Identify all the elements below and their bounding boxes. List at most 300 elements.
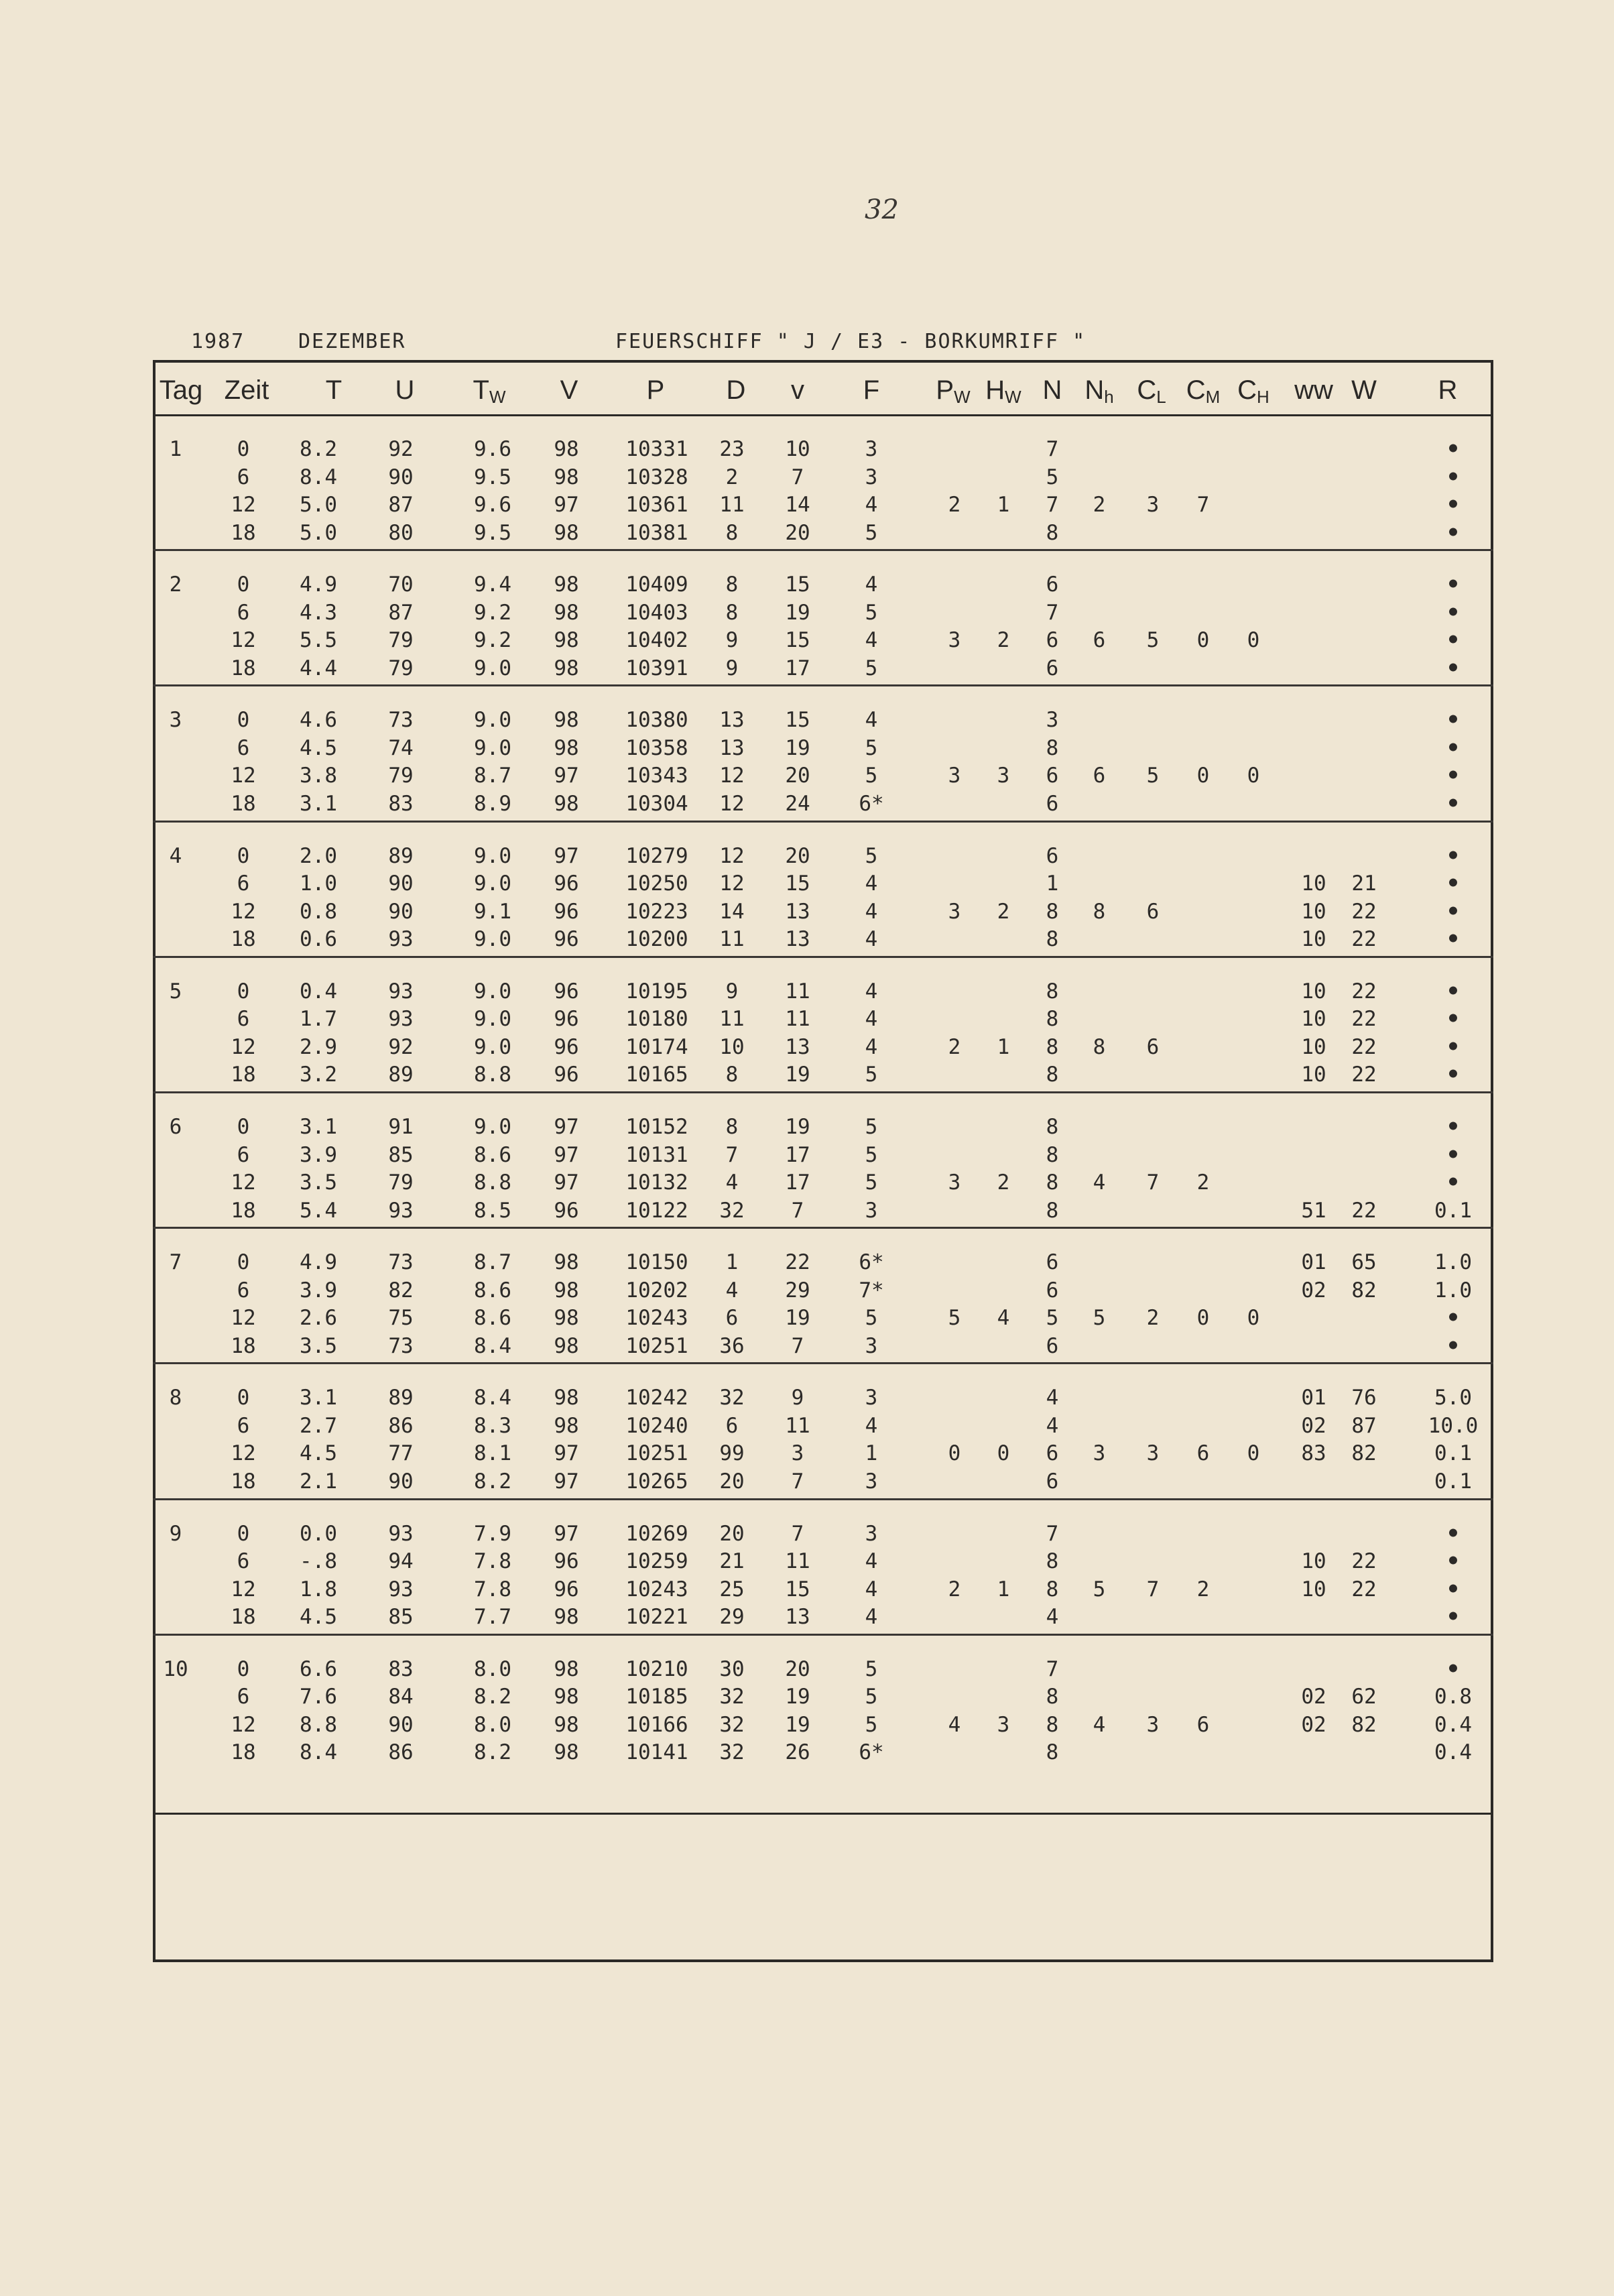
cell-p: 10221 bbox=[625, 1605, 688, 1630]
cell-zeit: 18 bbox=[231, 1740, 256, 1765]
cell-f: 4 bbox=[865, 927, 878, 952]
cell-u: 90 bbox=[388, 1712, 414, 1737]
cell-cl: 3 bbox=[1146, 1441, 1160, 1466]
day-number: 8 bbox=[169, 1386, 182, 1410]
cell-w: 21 bbox=[1351, 871, 1377, 896]
cell-v: 97 bbox=[554, 493, 579, 517]
column-header-cm: $C_M$ bbox=[1186, 375, 1221, 407]
cell-t: 0.4 bbox=[300, 979, 337, 1004]
cell-w: 82 bbox=[1351, 1441, 1377, 1466]
cell-vv: 7 bbox=[791, 1333, 804, 1358]
day-separator bbox=[153, 1227, 1493, 1229]
cell-r: • bbox=[1446, 1655, 1461, 1683]
cell-tw: 8.1 bbox=[474, 1441, 511, 1466]
cell-vv: 15 bbox=[785, 572, 810, 597]
cell-vv: 14 bbox=[785, 493, 810, 517]
cell-ww: 51 bbox=[1301, 1198, 1326, 1223]
cell-d: 36 bbox=[719, 1333, 745, 1358]
cell-pw: 4 bbox=[948, 1712, 961, 1737]
cell-d: 32 bbox=[719, 1198, 745, 1223]
column-header-vv: v bbox=[791, 375, 804, 405]
cell-u: 90 bbox=[388, 899, 414, 924]
cell-tw: 9.0 bbox=[474, 1115, 511, 1139]
cell-p: 10202 bbox=[625, 1278, 688, 1303]
day-separator bbox=[153, 1091, 1493, 1093]
cell-vv: 13 bbox=[785, 927, 810, 952]
cell-cl: 7 bbox=[1146, 1170, 1160, 1195]
cell-u: 93 bbox=[388, 1198, 414, 1223]
cell-d: 32 bbox=[719, 1740, 745, 1765]
cell-r: • bbox=[1446, 1575, 1461, 1603]
cell-nh: 5 bbox=[1093, 1577, 1106, 1602]
cell-d: 6 bbox=[725, 1306, 739, 1331]
cell-u: 91 bbox=[388, 1115, 414, 1139]
cell-p: 10403 bbox=[625, 600, 688, 625]
cell-w: 22 bbox=[1351, 927, 1377, 952]
cell-zeit: 6 bbox=[237, 871, 250, 896]
cell-r: • bbox=[1446, 599, 1461, 626]
cell-tw: 9.0 bbox=[474, 1007, 511, 1032]
cell-n: 8 bbox=[1046, 1685, 1059, 1709]
cell-ww: 10 bbox=[1301, 1007, 1326, 1032]
cell-f: 4 bbox=[865, 628, 878, 653]
cell-ww: 02 bbox=[1301, 1413, 1326, 1438]
cell-t: 1.8 bbox=[300, 1577, 337, 1602]
cell-t: -.8 bbox=[300, 1549, 337, 1574]
cell-w: 82 bbox=[1351, 1278, 1377, 1303]
cell-d: 4 bbox=[725, 1278, 739, 1303]
cell-vv: 9 bbox=[791, 1386, 804, 1410]
cell-ww: 10 bbox=[1301, 1063, 1326, 1087]
cell-nh: 5 bbox=[1093, 1306, 1106, 1331]
cell-p: 10402 bbox=[625, 628, 688, 653]
cell-cl: 6 bbox=[1146, 899, 1160, 924]
cell-n: 4 bbox=[1046, 1386, 1059, 1410]
cell-v: 98 bbox=[554, 708, 579, 733]
cell-vv: 15 bbox=[785, 1577, 810, 1602]
cell-f: 5 bbox=[865, 1115, 878, 1139]
cell-n: 6 bbox=[1046, 628, 1059, 653]
cell-r: 1.0 bbox=[1434, 1250, 1472, 1275]
cell-v: 97 bbox=[554, 1521, 579, 1546]
cell-zeit: 12 bbox=[231, 1170, 256, 1195]
cell-v: 97 bbox=[554, 843, 579, 868]
cell-w: 22 bbox=[1351, 1063, 1377, 1087]
cell-zeit: 12 bbox=[231, 1441, 256, 1466]
cell-n: 7 bbox=[1046, 600, 1059, 625]
cell-u: 79 bbox=[388, 628, 414, 653]
cell-cl: 2 bbox=[1146, 1306, 1160, 1331]
cell-v: 96 bbox=[554, 1007, 579, 1032]
cell-f: 7* bbox=[859, 1278, 884, 1303]
cell-tw: 9.6 bbox=[474, 493, 511, 517]
cell-u: 94 bbox=[388, 1549, 414, 1574]
column-header-cl: $C_L$ bbox=[1137, 375, 1166, 407]
cell-zeit: 12 bbox=[231, 1577, 256, 1602]
column-header-pw: $P_W$ bbox=[936, 375, 971, 407]
cell-d: 8 bbox=[725, 1115, 739, 1139]
cell-n: 3 bbox=[1046, 708, 1059, 733]
cell-zeit: 18 bbox=[231, 1333, 256, 1358]
footer-divider bbox=[153, 1813, 1493, 1815]
cell-n: 6 bbox=[1046, 1469, 1059, 1494]
cell-vv: 20 bbox=[785, 520, 810, 545]
cell-zeit: 18 bbox=[231, 927, 256, 952]
cell-n: 6 bbox=[1046, 791, 1059, 816]
cell-f: 4 bbox=[865, 493, 878, 517]
cell-r: • bbox=[1446, 870, 1461, 898]
cell-p: 10343 bbox=[625, 764, 688, 788]
cell-zeit: 12 bbox=[231, 1034, 256, 1059]
cell-v: 97 bbox=[554, 1441, 579, 1466]
cell-f: 4 bbox=[865, 899, 878, 924]
cell-tw: 8.5 bbox=[474, 1198, 511, 1223]
cell-r: • bbox=[1446, 463, 1461, 491]
cell-w: 22 bbox=[1351, 1034, 1377, 1059]
cell-r: • bbox=[1446, 898, 1461, 925]
column-header-n: N bbox=[1042, 375, 1062, 405]
cell-u: 73 bbox=[388, 1333, 414, 1358]
cell-cm: 2 bbox=[1196, 1170, 1210, 1195]
cell-t: 2.1 bbox=[300, 1469, 337, 1494]
cell-v: 96 bbox=[554, 1198, 579, 1223]
cell-n: 8 bbox=[1046, 1034, 1059, 1059]
cell-tw: 8.7 bbox=[474, 764, 511, 788]
cell-p: 10152 bbox=[625, 1115, 688, 1139]
cell-f: 6* bbox=[859, 791, 884, 816]
cell-tw: 9.0 bbox=[474, 927, 511, 952]
cell-u: 79 bbox=[388, 656, 414, 680]
cell-w: 22 bbox=[1351, 1007, 1377, 1032]
column-header-u: U bbox=[395, 375, 415, 405]
cell-d: 20 bbox=[719, 1469, 745, 1494]
cell-r: • bbox=[1446, 707, 1461, 734]
cell-r: • bbox=[1446, 571, 1461, 599]
cell-t: 8.4 bbox=[300, 1740, 337, 1765]
cell-f: 4 bbox=[865, 708, 878, 733]
table-frame bbox=[153, 360, 1493, 1962]
cell-u: 87 bbox=[388, 600, 414, 625]
cell-w: 22 bbox=[1351, 1549, 1377, 1574]
column-header-v: V bbox=[560, 375, 578, 405]
cell-vv: 11 bbox=[785, 1413, 810, 1438]
cell-n: 6 bbox=[1046, 1333, 1059, 1358]
cell-cm: 0 bbox=[1196, 764, 1210, 788]
cell-r: 10.0 bbox=[1428, 1413, 1479, 1438]
cell-p: 10141 bbox=[625, 1740, 688, 1765]
cell-u: 92 bbox=[388, 1034, 414, 1059]
day-number: 7 bbox=[169, 1250, 182, 1275]
cell-n: 8 bbox=[1046, 520, 1059, 545]
cell-tw: 8.2 bbox=[474, 1469, 511, 1494]
cell-d: 99 bbox=[719, 1441, 745, 1466]
cell-zeit: 0 bbox=[237, 1521, 250, 1546]
cell-u: 74 bbox=[388, 735, 414, 760]
cell-p: 10328 bbox=[625, 465, 688, 489]
cell-tw: 7.8 bbox=[474, 1549, 511, 1574]
cell-f: 4 bbox=[865, 1549, 878, 1574]
cell-w: 22 bbox=[1351, 899, 1377, 924]
page-number: 32 bbox=[865, 194, 899, 225]
cell-t: 4.5 bbox=[300, 1441, 337, 1466]
cell-u: 73 bbox=[388, 708, 414, 733]
cell-u: 90 bbox=[388, 871, 414, 896]
cell-zeit: 6 bbox=[237, 1142, 250, 1167]
cell-w: 22 bbox=[1351, 1577, 1377, 1602]
cell-v: 96 bbox=[554, 871, 579, 896]
cell-w: 65 bbox=[1351, 1250, 1377, 1275]
cell-u: 93 bbox=[388, 1577, 414, 1602]
cell-v: 97 bbox=[554, 1469, 579, 1494]
cell-cm: 2 bbox=[1196, 1577, 1210, 1602]
cell-f: 5 bbox=[865, 843, 878, 868]
cell-v: 97 bbox=[554, 1142, 579, 1167]
cell-f: 1 bbox=[865, 1441, 878, 1466]
cell-n: 8 bbox=[1046, 1740, 1059, 1765]
cell-cm: 0 bbox=[1196, 1306, 1210, 1331]
cell-r: 0.1 bbox=[1434, 1441, 1472, 1466]
cell-p: 10150 bbox=[625, 1250, 688, 1275]
cell-tw: 8.6 bbox=[474, 1278, 511, 1303]
cell-p: 10174 bbox=[625, 1034, 688, 1059]
cell-r: 0.1 bbox=[1434, 1198, 1472, 1223]
cell-zeit: 12 bbox=[231, 1712, 256, 1737]
day-separator bbox=[153, 549, 1493, 551]
cell-n: 8 bbox=[1046, 927, 1059, 952]
cell-r: • bbox=[1446, 790, 1461, 817]
cell-d: 25 bbox=[719, 1577, 745, 1602]
cell-t: 4.5 bbox=[300, 1605, 337, 1630]
cell-p: 10361 bbox=[625, 493, 688, 517]
cell-u: 86 bbox=[388, 1413, 414, 1438]
cell-n: 7 bbox=[1046, 493, 1059, 517]
cell-w: 22 bbox=[1351, 979, 1377, 1004]
cell-n: 8 bbox=[1046, 1142, 1059, 1167]
cell-t: 3.2 bbox=[300, 1063, 337, 1087]
cell-n: 6 bbox=[1046, 764, 1059, 788]
cell-vv: 3 bbox=[791, 1441, 804, 1466]
cell-u: 90 bbox=[388, 465, 414, 489]
cell-zeit: 18 bbox=[231, 520, 256, 545]
cell-r: • bbox=[1446, 1061, 1461, 1089]
cell-nh: 6 bbox=[1093, 628, 1106, 653]
title-station: FEUERSCHIFF " J / E3 - BORKUMRIFF " bbox=[615, 330, 1087, 353]
cell-v: 98 bbox=[554, 1605, 579, 1630]
column-header-hw: $H_W$ bbox=[985, 375, 1021, 407]
cell-v: 98 bbox=[554, 1413, 579, 1438]
cell-tw: 9.6 bbox=[474, 437, 511, 461]
cell-p: 10251 bbox=[625, 1441, 688, 1466]
cell-d: 12 bbox=[719, 764, 745, 788]
cell-u: 79 bbox=[388, 1170, 414, 1195]
cell-nh: 4 bbox=[1093, 1712, 1106, 1737]
cell-tw: 8.6 bbox=[474, 1306, 511, 1331]
cell-ch: 0 bbox=[1247, 764, 1260, 788]
cell-zeit: 18 bbox=[231, 656, 256, 680]
cell-n: 8 bbox=[1046, 979, 1059, 1004]
day-number: 4 bbox=[169, 843, 182, 868]
cell-tw: 9.0 bbox=[474, 735, 511, 760]
cell-d: 29 bbox=[719, 1605, 745, 1630]
cell-n: 6 bbox=[1046, 656, 1059, 680]
cell-v: 96 bbox=[554, 1034, 579, 1059]
cell-u: 77 bbox=[388, 1441, 414, 1466]
cell-d: 11 bbox=[719, 493, 745, 517]
cell-n: 6 bbox=[1046, 1250, 1059, 1275]
cell-r: • bbox=[1446, 734, 1461, 762]
cell-r: • bbox=[1446, 762, 1461, 790]
cell-vv: 11 bbox=[785, 1007, 810, 1032]
cell-vv: 19 bbox=[785, 1115, 810, 1139]
cell-f: 5 bbox=[865, 656, 878, 680]
cell-f: 4 bbox=[865, 1577, 878, 1602]
cell-p: 10132 bbox=[625, 1170, 688, 1195]
cell-d: 7 bbox=[725, 1142, 739, 1167]
cell-f: 5 bbox=[865, 764, 878, 788]
cell-zeit: 0 bbox=[237, 1656, 250, 1681]
cell-ch: 0 bbox=[1247, 1441, 1260, 1466]
cell-cm: 6 bbox=[1196, 1441, 1210, 1466]
cell-f: 5 bbox=[865, 520, 878, 545]
cell-d: 11 bbox=[719, 927, 745, 952]
cell-nh: 6 bbox=[1093, 764, 1106, 788]
cell-vv: 29 bbox=[785, 1278, 810, 1303]
cell-t: 3.1 bbox=[300, 1115, 337, 1139]
cell-zeit: 6 bbox=[237, 1413, 250, 1438]
cell-f: 4 bbox=[865, 572, 878, 597]
cell-t: 3.5 bbox=[300, 1170, 337, 1195]
cell-t: 0.0 bbox=[300, 1521, 337, 1546]
cell-cm: 6 bbox=[1196, 1712, 1210, 1737]
cell-r: • bbox=[1446, 491, 1461, 518]
cell-hw: 1 bbox=[997, 1577, 1010, 1602]
cell-tw: 9.0 bbox=[474, 843, 511, 868]
cell-n: 6 bbox=[1046, 1441, 1059, 1466]
column-header-d: D bbox=[726, 375, 746, 405]
cell-u: 80 bbox=[388, 520, 414, 545]
cell-v: 98 bbox=[554, 1250, 579, 1275]
cell-r: • bbox=[1446, 1332, 1461, 1360]
column-header-f: F bbox=[863, 375, 880, 405]
cell-f: 5 bbox=[865, 735, 878, 760]
cell-n: 4 bbox=[1046, 1413, 1059, 1438]
cell-zeit: 6 bbox=[237, 1007, 250, 1032]
cell-p: 10380 bbox=[625, 708, 688, 733]
cell-u: 90 bbox=[388, 1469, 414, 1494]
cell-vv: 22 bbox=[785, 1250, 810, 1275]
cell-p: 10240 bbox=[625, 1413, 688, 1438]
cell-vv: 10 bbox=[785, 437, 810, 461]
cell-n: 6 bbox=[1046, 572, 1059, 597]
cell-p: 10166 bbox=[625, 1712, 688, 1737]
cell-t: 0.8 bbox=[300, 899, 337, 924]
cell-zeit: 12 bbox=[231, 899, 256, 924]
day-separator bbox=[153, 1634, 1493, 1636]
cell-t: 3.5 bbox=[300, 1333, 337, 1358]
cell-d: 9 bbox=[725, 628, 739, 653]
cell-n: 8 bbox=[1046, 1549, 1059, 1574]
cell-v: 98 bbox=[554, 1278, 579, 1303]
cell-tw: 8.8 bbox=[474, 1063, 511, 1087]
cell-tw: 9.0 bbox=[474, 1034, 511, 1059]
cell-d: 21 bbox=[719, 1549, 745, 1574]
cell-zeit: 18 bbox=[231, 791, 256, 816]
cell-v: 97 bbox=[554, 1170, 579, 1195]
cell-n: 8 bbox=[1046, 735, 1059, 760]
cell-r: • bbox=[1446, 1520, 1461, 1547]
cell-f: 4 bbox=[865, 1007, 878, 1032]
cell-tw: 9.5 bbox=[474, 520, 511, 545]
cell-v: 98 bbox=[554, 572, 579, 597]
cell-r: 0.1 bbox=[1434, 1469, 1472, 1494]
cell-t: 4.6 bbox=[300, 708, 337, 733]
cell-cl: 5 bbox=[1146, 628, 1160, 653]
cell-f: 4 bbox=[865, 1034, 878, 1059]
cell-zeit: 6 bbox=[237, 600, 250, 625]
cell-nh: 8 bbox=[1093, 899, 1106, 924]
cell-t: 5.4 bbox=[300, 1198, 337, 1223]
cell-r: • bbox=[1446, 627, 1461, 654]
cell-n: 1 bbox=[1046, 871, 1059, 896]
cell-hw: 3 bbox=[997, 764, 1010, 788]
cell-w: 87 bbox=[1351, 1413, 1377, 1438]
day-number: 6 bbox=[169, 1115, 182, 1139]
cell-v: 97 bbox=[554, 764, 579, 788]
cell-ww: 01 bbox=[1301, 1250, 1326, 1275]
cell-ww: 83 bbox=[1301, 1441, 1326, 1466]
cell-tw: 8.9 bbox=[474, 791, 511, 816]
day-number: 3 bbox=[169, 708, 182, 733]
cell-pw: 3 bbox=[948, 899, 961, 924]
column-header-ch: $C_H$ bbox=[1237, 375, 1269, 407]
cell-vv: 15 bbox=[785, 628, 810, 653]
cell-f: 3 bbox=[865, 1386, 878, 1410]
cell-f: 3 bbox=[865, 437, 878, 461]
cell-n: 7 bbox=[1046, 437, 1059, 461]
cell-d: 12 bbox=[719, 871, 745, 896]
header-divider bbox=[153, 414, 1493, 416]
cell-ww: 10 bbox=[1301, 1549, 1326, 1574]
cell-u: 89 bbox=[388, 1386, 414, 1410]
cell-ch: 0 bbox=[1247, 628, 1260, 653]
cell-p: 10122 bbox=[625, 1198, 688, 1223]
day-number: 1 bbox=[169, 437, 182, 461]
cell-p: 10259 bbox=[625, 1549, 688, 1574]
cell-hw: 3 bbox=[997, 1712, 1010, 1737]
cell-d: 14 bbox=[719, 899, 745, 924]
cell-n: 8 bbox=[1046, 1063, 1059, 1087]
cell-w: 76 bbox=[1351, 1386, 1377, 1410]
cell-t: 2.0 bbox=[300, 843, 337, 868]
column-header-tw: $T_W$ bbox=[473, 375, 506, 407]
cell-u: 70 bbox=[388, 572, 414, 597]
cell-v: 98 bbox=[554, 520, 579, 545]
cell-zeit: 12 bbox=[231, 493, 256, 517]
cell-v: 98 bbox=[554, 1685, 579, 1709]
cell-hw: 2 bbox=[997, 899, 1010, 924]
cell-ch: 0 bbox=[1247, 1306, 1260, 1331]
cell-p: 10195 bbox=[625, 979, 688, 1004]
cell-vv: 19 bbox=[785, 1306, 810, 1331]
cell-u: 75 bbox=[388, 1306, 414, 1331]
cell-vv: 15 bbox=[785, 708, 810, 733]
cell-v: 96 bbox=[554, 979, 579, 1004]
cell-n: 4 bbox=[1046, 1605, 1059, 1630]
cell-t: 3.1 bbox=[300, 1386, 337, 1410]
cell-ww: 01 bbox=[1301, 1386, 1326, 1410]
cell-t: 4.9 bbox=[300, 1250, 337, 1275]
cell-p: 10165 bbox=[625, 1063, 688, 1087]
